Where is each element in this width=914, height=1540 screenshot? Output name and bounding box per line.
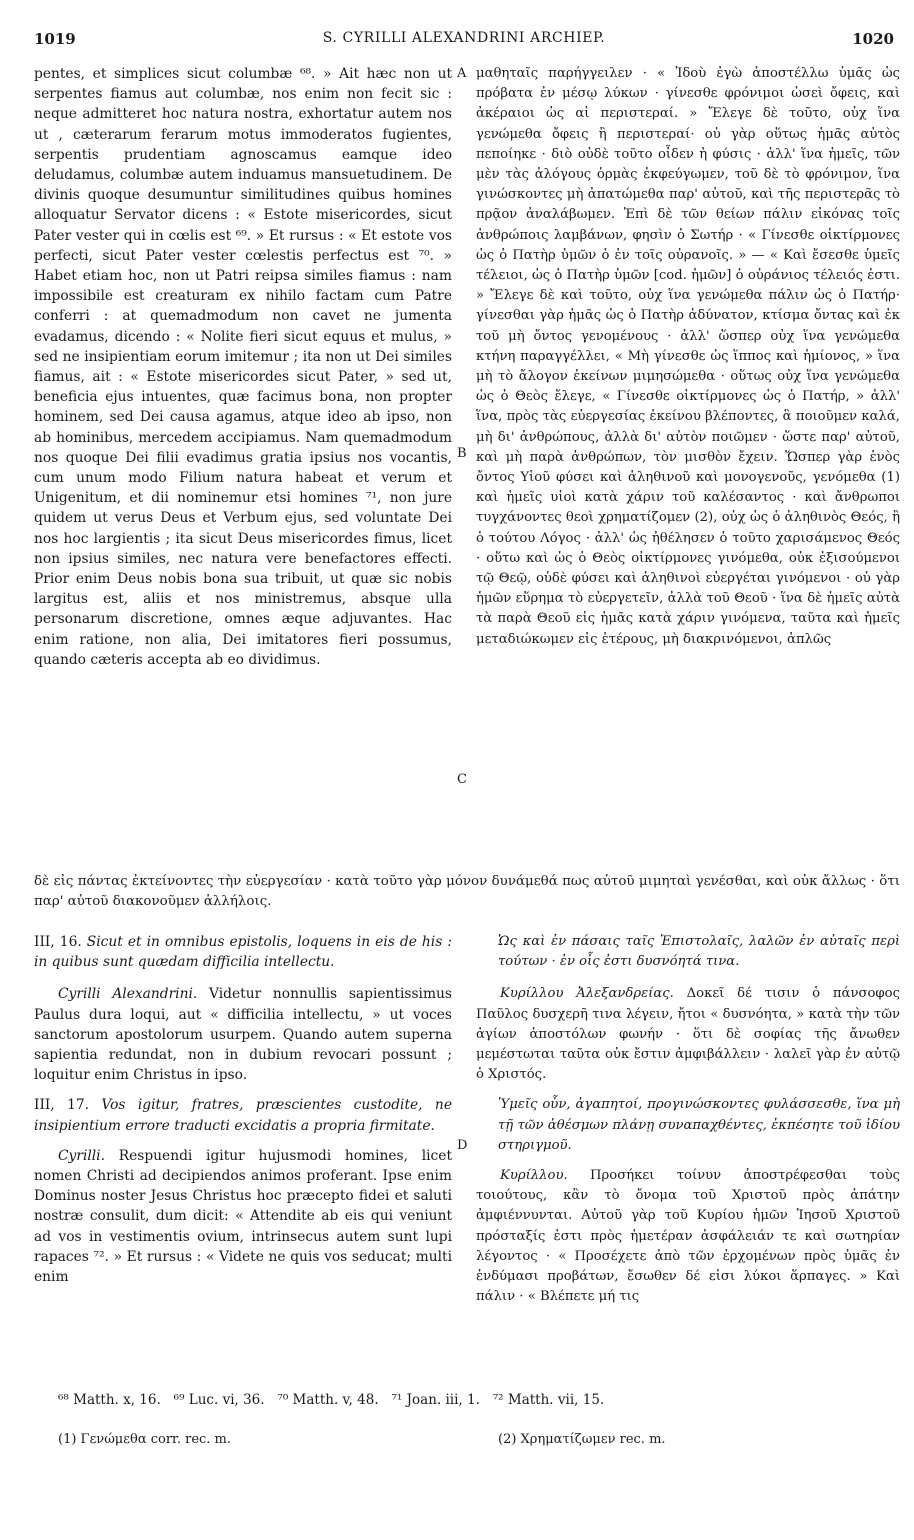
running-title: S. CYRILLI ALEXANDRINI ARCHIEP.: [322, 30, 606, 46]
latin-commentary-1-author: Cyrilli Alexandrini.: [58, 986, 198, 1003]
latin-lemma-2: [34, 1095, 452, 1135]
latin-commentary-2-author: Cyrilli.: [58, 1147, 105, 1164]
margin-letter-d: D: [457, 1138, 468, 1153]
latin-lemma-2-text: Vos igitur, fratres, præscientes custodite, ne insipientium errore traducti excidatis a propria firmitate.: [34, 1097, 452, 1134]
greek-column-main: [476, 64, 900, 866]
greek-commentary-2: [476, 1166, 900, 1307]
greek-fullwidth-continuation: δὲ εἰς πάντας ἐκτείνοντες τὴν εὐεργεσίαν · κατὰ τοῦτο γὰρ μόνον δυνάμεθά πως αὐτοῦ μιμηταὶ γενέσθαι, καὶ οὐκ ἄλλως · ὅτι παρ' αὐτοῦ διακονοῦμεν ἀλλήλοις.: [34, 874, 900, 909]
latin-commentary-1: [34, 984, 452, 1085]
latin-lemma-2-ref: III, 17.: [34, 1097, 90, 1114]
page-number-right: 1020: [852, 30, 894, 48]
latin-commentary-1-text: Videtur nonnullis sapientissimus Paulus dura loqui, aut « difficilia intellectu, » ut voces sanctorum apostolorum usurpem. Quando autem superna sapientia redundat, non in dubium revocari possunt ; loquitur enim Christus in ipso.: [34, 986, 452, 1084]
latin-column-lower: [34, 932, 452, 1372]
greek-commentary-2-text: Προσήκει τοίνυν ἀποστρέφεσθαι τοὺς τοιούτους, κἂν τὸ ὄνομα τοῦ Χριστοῦ πρὸς ἀπάτην ἀμφιέννυνται. Αὐτοῦ γὰρ τοῦ Κυρίου ἡμῶν Ἰησοῦ Χριστοῦ πρόσταξίς ἐστι πρὸς ἡμετέραν ἀσφάλειάν τε καὶ σωτηρίαν λέγοντος · « Προσέχετε ἀπὸ τῶν ἐρχομένων πρὸς ὑμᾶς ἐν ἐνδύμασι προβάτων, ἔσωθεν δέ εἰσι λύκοι ἅρπαγες. » Καὶ πάλιν · « Βλέπετε μή τις: [476, 1168, 900, 1305]
greek-commentary-2-author: Κυρίλλου.: [500, 1168, 568, 1184]
greek-commentary-1-text: Δοκεῖ δέ τισιν ὁ πάνσοφος Παῦλος δυσχερῆ τινα λέγειν, ἤτοι « δυσνόητα, » κατὰ τὴν τῶν ἁγίων ἀποστόλων φωνήν · ὅτι δὲ σοφίας τῆς ἄνωθεν μεμέστωται ταῦτα οὐκ ἔστιν ἀμφιβάλλειν · λαλεῖ γὰρ ἐν αὐτῷ ὁ Χριστός.: [476, 986, 900, 1083]
page-number-left: 1019: [34, 30, 76, 48]
greek-paragraph: μαθηταῖς παρήγγειλεν · « Ἰδοὺ ἐγὼ ἀποστέλλω ὑμᾶς ὡς πρόβατα ἐν μέσῳ λύκων · γίνεσθε φρόνιμοι ὡσεὶ ὄφεις, καὶ ἀκέραιοι ὡς αἱ περιστεραί. » Ἔλεγε δὲ τοῦτο, οὐχ ἵνα γενώμεθα ὄφεις ἢ περιστεραί· οὐ γὰρ οὕτως ἡμᾶς αὐτὸς πεποίηκε · διὸ οὐδὲ τοῦτο οἶδεν ἡ φύσις · ἀλλ' ἵνα ἡμεῖς, τῶν μὲν τὰς ἀλόγους ὁρμὰς ἐκφεύγωμεν, τοῦ δὲ τὸ φρόνιμον, ἵνα γινώσκοντες μὴ ἀπατώμεθα παρ' αὐτοῦ, καὶ τῆς περιστερᾶς τὸ πρᾷον ἀναλάβωμεν. Ἐπὶ δὲ τῶν θείων πάλιν εἰκόνας τοῖς ἀνθρώποις λαμβάνων, φησὶν ὁ Σωτήρ · « Γίνεσθε οἰκτίρμονες ὡς ὁ Πατὴρ ὑμῶν ὁ ἐν τοῖς οὐρανοῖς. » — « Καὶ ἔσεσθε ὑμεῖς τέλειοι, ὡς ὁ Πατὴρ ὑμῶν [cod. ἡμῶν] ὁ οὐράνιος τέλειός ἐστι. » Ἔλεγε δὲ καὶ τοῦτο, οὐχ ἵνα γενώμεθα πάλιν ὡς ὁ Πατήρ· γίνεσθαι γὰρ ἡμᾶς ὡς ὁ Πατὴρ ἀδύνατον, κτίσμα ὄντας καὶ ἐκ τοῦ μὴ ὄντος γενομένους · ἀλλ' ὥσπερ οὐχ ἵνα γενώμεθα κτήνη παραγγέλλει, « Μὴ γίνεσθε ὡς ἵππος καὶ ἡμίονος, » ἵνα μὴ τὸ ἄλογον ἐκείνων μιμησώμεθα · οὕτως οὐχ ἵνα γενώμεθα ὡς ὁ Θεὸς ἔλεγε, « Γίνεσθε οἰκτίρμονες ὡς ὁ Πατήρ, » ἀλλ' ἵνα, πρὸς τὰς εὐεργεσίας ἐκείνου βλέποντες, ἃ ποιοῦμεν καλά, μὴ δι' ἀνθρώπους, ἀλλὰ δι' αὐτὸν ποιῶμεν · ὥστε παρ' αὐτοῦ, καὶ μὴ παρὰ ἀνθρώπων, τὸν μισθὸν ἔχειν. Ὥσπερ γὰρ ἑνὸς ὄντος Υἱοῦ φύσει καὶ ἀληθινοῦ καὶ μονογενοῦς, γενόμεθα (1) καὶ ἡμεῖς υἱοὶ κατὰ χάριν τοῦ καλέσαντος · καὶ ἄνθρωποι τυγχάνοντες θεοὶ χρηματίζομεν (2), οὐχ ὡς ὁ ἀληθινὸς Θεός, ἢ ὁ τούτου Λόγος · ἀλλ' ὡς ἠθέλησεν ὁ τοῦτο χαρισάμενος Θεός · οὕτω καὶ ὡς ὁ Θεὸς οἰκτίρμονες γινόμεθα, οὐκ ἐξισούμενοι τῷ Θεῷ, οὐδὲ φύσει καὶ ἀληθινοὶ εὐεργέται γινόμενοι · οὐ γὰρ ἡμῶν εὕρημα τὸ εὐεργετεῖν, ἀλλὰ τοῦ Θεοῦ · ἵνα δὲ ἡμεῖς αὐτὰ τὰ παρὰ Θεοῦ εἰς ἡμᾶς κατὰ χάριν γινόμενα, ταῦτα καὶ ἡμεῖς μεταδιώκωμεν εἰς ἑτέρους, μὴ διακρινόμενοι, ἀπλῶς: [476, 66, 900, 647]
latin-lemma-1-text: Sicut et in omnibus epistolis, loquens in eis de his : in quibus sunt quædam difficilia intellectu.: [34, 934, 452, 971]
greek-commentary-1-author: Κυρίλλου Ἀλεξανδρείας.: [500, 986, 674, 1002]
margin-letter-b: B: [457, 446, 467, 461]
greek-commentary-1: [476, 984, 900, 1085]
greek-lemma-1: Ὡς καὶ ἐν πάσαις ταῖς Ἐπιστολαῖς, λαλῶν ἐν αὐταῖς περὶ τούτων · ἐν οἷς ἐστι δυσνόητά τινα.: [498, 934, 900, 970]
critical-note-right: (2) Χρηματίζωμεν rec. m.: [498, 1432, 666, 1447]
critical-note-left: (1) Γενώμεθα corr. rec. m.: [58, 1432, 232, 1447]
margin-letter-a: A: [457, 66, 467, 81]
latin-lemma-1-ref: III, 16.: [34, 934, 82, 950]
latin-commentary-2-text: Respuendi igitur hujusmodi homines, licet nomen Christi ad decipiendos animos proferant. Ipse enim Dominus noster Jesus Christus hoc præcepto fidei et saluti nostræ consulit, dum dicit: « Attendite ab eis qui veniunt ad vos in vestimentis ovium, intrinsecus autem sunt lupi rapaces ⁷². » Et rursus : « Videte ne quis vos seducat; multi enim: [34, 1147, 452, 1286]
greek-column-lower: [476, 932, 900, 1372]
latin-lemma-1: [34, 932, 452, 972]
latin-paragraph: pentes, et simplices sicut columbæ ⁶⁸. » Ait hæc non ut serpentes fiamus aut columbæ, nos enim non fecit sic : neque admitteret hoc natura nostra, exhortatur autem nos ut , cæterarum ferarum motus immoderatos fugientes, serpentis prudentiam agnoscamus eamque ideo deludamus, columbæ autem induamus mansuetudinem. De divinis quoque desumuntur similitudines quibus homines alloquatur Servator dicens : « Estote misericordes, sicut Pater vester qui in cœlis est ⁶⁹. » Et rursus : « Et estote vos perfecti, sicut Pater vester cœlestis perfectus est ⁷⁰. » Habet etiam hoc, non ut Patri reipsa similes fiamus : nam impossibile est creaturam ex nihilo factam cum Patre conferri : at quemadmodum non cavet ne jumenta evadamus, dicendo : « Nolite fieri sicut equus et mulus, » sed ne insipientiam eorum imitemur ; ita non ut Dei similes fiamus, ait : « Estote misericordes sicut Pater, » sed ut, beneficia ejus intuentes, quæ facimus bona, non propter hominem, sed Dei causa agamus, atque ideo ab ipso, non ab hominibus, mercedem accipiamus. Nam quemadmodum nos quoque Dei filii evadimus gratia ipsius nos vocantis, cum unum modo Filium natura habeat et verum et Unigenitum, et dii nominemur etsi homines ⁷¹, non jure quidem ut verus Deus et Verbum ejus, sed voluntate Dei nos hoc largientis ; ita sicut Deus misericordes fimus, licet non ipsius similes, nec natura vere benefactores effecti. Prior enim Deus nobis bona sua tribuit, ut quæ sic nobis largitus est, aliis et nos ministremus, absque ulla personarum discretione, omnes æque adjuvantes. Hac enim ratione, non alia, Dei imitatores fieri possumus, quando cæteris accepta ab eo dividimus.: [34, 66, 452, 668]
margin-letter-c: C: [457, 772, 467, 787]
latin-commentary-2: [34, 1146, 452, 1287]
latin-column-main: [34, 64, 452, 864]
scripture-footnotes: ⁶⁸ Matth. x, 16. ⁶⁹ Luc. vi, 36. ⁷⁰ Matth. v, 48. ⁷¹ Joan. iii, 1. ⁷² Matth. vii, 15.: [58, 1392, 605, 1408]
greek-lemma-2: Ὑμεῖς οὖν, ἀγαπητοί, προγινώσκοντες φυλάσσεσθε, ἵνα μὴ τῇ τῶν ἀθέσμων πλάνῃ συναπαχθέντες, ἐκπέσητε τοῦ ἰδίου στηριγμοῦ.: [498, 1097, 900, 1153]
page-header: [34, 30, 894, 52]
